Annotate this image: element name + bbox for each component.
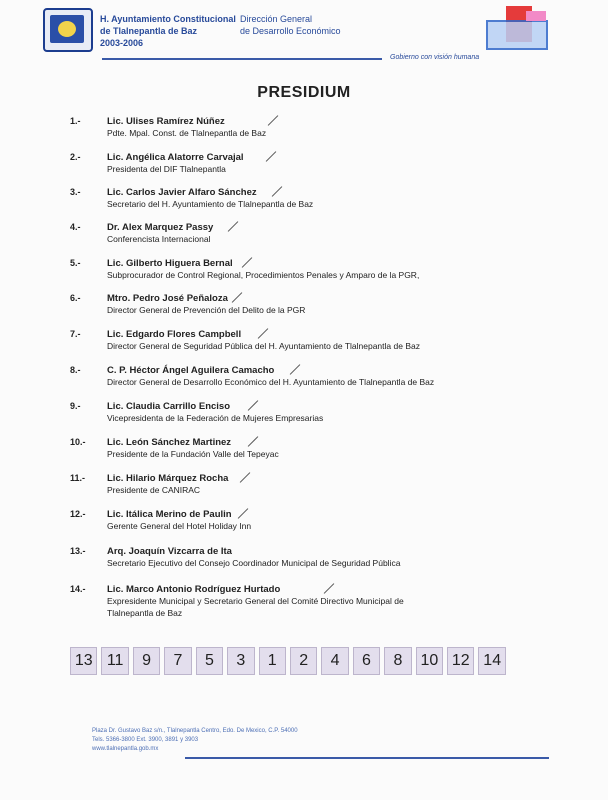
check-mark-icon bbox=[232, 292, 243, 303]
seat-number: 6 bbox=[353, 647, 380, 675]
entry-name: Lic. Marco Antonio Rodríguez Hurtado bbox=[107, 584, 281, 595]
entry-number: 7.- bbox=[70, 329, 81, 339]
seat-number: 13 bbox=[70, 647, 97, 675]
header-divider bbox=[102, 58, 382, 60]
footer-phones: Tels. 5366-3800 Ext. 3900, 3891 y 3903 bbox=[92, 737, 199, 743]
check-mark-icon bbox=[268, 115, 279, 126]
seat-number: 11 bbox=[101, 647, 128, 675]
seat-number: 5 bbox=[196, 647, 223, 675]
org-name-line2: de Tlalnepantla de Baz bbox=[100, 26, 198, 36]
entry-number: 6.- bbox=[70, 293, 81, 303]
entry-name: Lic. Edgardo Flores Campbell bbox=[107, 329, 242, 340]
page-title: PRESIDIUM bbox=[257, 84, 351, 101]
check-mark-icon bbox=[248, 436, 259, 447]
entry-number: 1.- bbox=[70, 116, 81, 126]
entry-name: Arq. Joaquín Vizcarra de Ita bbox=[107, 546, 232, 557]
check-mark-icon bbox=[242, 257, 253, 268]
check-mark-icon bbox=[266, 151, 277, 162]
entry-name: Lic. Ulises Ramírez Núñez bbox=[107, 116, 225, 127]
seat-number: 10 bbox=[416, 647, 443, 675]
footer-address: Plaza Dr. Gustavo Baz s/n., Tlalnepantla Centro, Edo. De Mexico, C.P. 54000 bbox=[92, 728, 298, 734]
entry-number: 2.- bbox=[70, 152, 81, 162]
entry-name: Lic. Claudia Carrillo Enciso bbox=[107, 401, 231, 412]
entry-role: Presidente de la Fundación Valle del Tepeyac bbox=[107, 449, 279, 459]
entry-role: Subprocurador de Control Regional, Procedimientos Penales y Amparo de la PGR, bbox=[107, 270, 420, 280]
slogan: Gobierno con visión humana bbox=[390, 54, 480, 61]
entry-role: Secretario Ejecutivo del Consejo Coordinador Municipal de Seguridad Pública bbox=[107, 558, 401, 568]
check-mark-icon bbox=[240, 472, 251, 483]
entry-number: 10.- bbox=[70, 437, 86, 447]
seat-number: 4 bbox=[321, 647, 348, 675]
check-mark-icon bbox=[272, 186, 283, 197]
check-mark-icon bbox=[238, 508, 249, 519]
entry-number: 11.- bbox=[70, 473, 86, 483]
footer-website: www.tlalnepantla.gob.mx bbox=[92, 746, 159, 752]
entry-number: 3.- bbox=[70, 187, 81, 197]
department-line2: de Desarrollo Económico bbox=[240, 26, 341, 36]
org-name-line1: H. Ayuntamiento Constitucional bbox=[100, 14, 236, 24]
entry-role: Presidenta del DIF Tlalnepantla bbox=[107, 164, 226, 174]
entry-number: 13.- bbox=[70, 546, 86, 556]
seat-number: 12 bbox=[447, 647, 474, 675]
entry-number: 14.- bbox=[70, 584, 86, 594]
entry-role: Director General de Prevención del Delito de la PGR bbox=[107, 305, 306, 315]
check-mark-icon bbox=[258, 328, 269, 339]
check-mark-icon bbox=[324, 583, 335, 594]
seat-number: 1 bbox=[259, 647, 286, 675]
entry-name: Dr. Alex Marquez Passy bbox=[107, 222, 214, 233]
org-period: 2003-2006 bbox=[100, 38, 144, 48]
entry-name: Mtro. Pedro José Peñaloza bbox=[107, 293, 228, 304]
entry-number: 5.- bbox=[70, 258, 81, 268]
seat-number: 2 bbox=[290, 647, 317, 675]
entry-number: 9.- bbox=[70, 401, 81, 411]
entry-role: Director General de Desarrollo Económico del H. Ayuntamiento de Tlalnepantla de Baz bbox=[107, 377, 435, 387]
building-logo bbox=[486, 6, 556, 46]
entry-name: Lic. León Sánchez Martinez bbox=[107, 437, 232, 448]
seat-number: 7 bbox=[164, 647, 191, 675]
seat-number: 14 bbox=[478, 647, 505, 675]
entry-name: Lic. Hilario Márquez Rocha bbox=[107, 473, 229, 484]
entry-name: C. P. Héctor Ángel Aguilera Camacho bbox=[107, 365, 275, 376]
entry-number: 4.- bbox=[70, 222, 81, 232]
entry-role-continued: Tlalnepantla de Baz bbox=[107, 608, 183, 618]
seating-order bbox=[70, 647, 510, 677]
seat-number: 3 bbox=[227, 647, 254, 675]
entry-role: Gerente General del Hotel Holiday Inn bbox=[107, 521, 252, 531]
footer-divider bbox=[185, 757, 549, 759]
entry-role: Director General de Seguridad Pública del H. Ayuntamiento de Tlalnepantla de Baz bbox=[107, 341, 420, 351]
check-mark-icon bbox=[290, 364, 301, 375]
entry-role: Pdte. Mpal. Const. de Tlalnepantla de Baz bbox=[107, 128, 267, 138]
entry-number: 8.- bbox=[70, 365, 81, 375]
entry-role: Secretario del H. Ayuntamiento de Tlalnepantla de Baz bbox=[107, 199, 314, 209]
entry-name: Lic. Itálica Merino de Paulin bbox=[107, 509, 232, 520]
entry-role: Vicepresidenta de la Federación de Mujeres Empresarias bbox=[107, 413, 324, 423]
check-mark-icon bbox=[248, 400, 259, 411]
municipal-seal-logo bbox=[43, 8, 93, 52]
entry-name: Lic. Carlos Javier Alfaro Sánchez bbox=[107, 187, 257, 198]
check-mark-icon bbox=[228, 221, 239, 232]
entry-number: 12.- bbox=[70, 509, 86, 519]
entry-name: Lic. Angélica Alatorre Carvajal bbox=[107, 152, 244, 163]
letterhead bbox=[0, 0, 608, 80]
entry-role: Expresidente Municipal y Secretario General del Comité Directivo Municipal de bbox=[107, 596, 404, 606]
seat-number: 9 bbox=[133, 647, 160, 675]
entry-role: Conferencista Internacional bbox=[107, 234, 211, 244]
seat-number: 8 bbox=[384, 647, 411, 675]
department-line1: Dirección General bbox=[240, 14, 313, 24]
entry-name: Lic. Gilberto Higuera Bernal bbox=[107, 258, 233, 269]
entry-role: Presidente de CANIRAC bbox=[107, 485, 201, 495]
